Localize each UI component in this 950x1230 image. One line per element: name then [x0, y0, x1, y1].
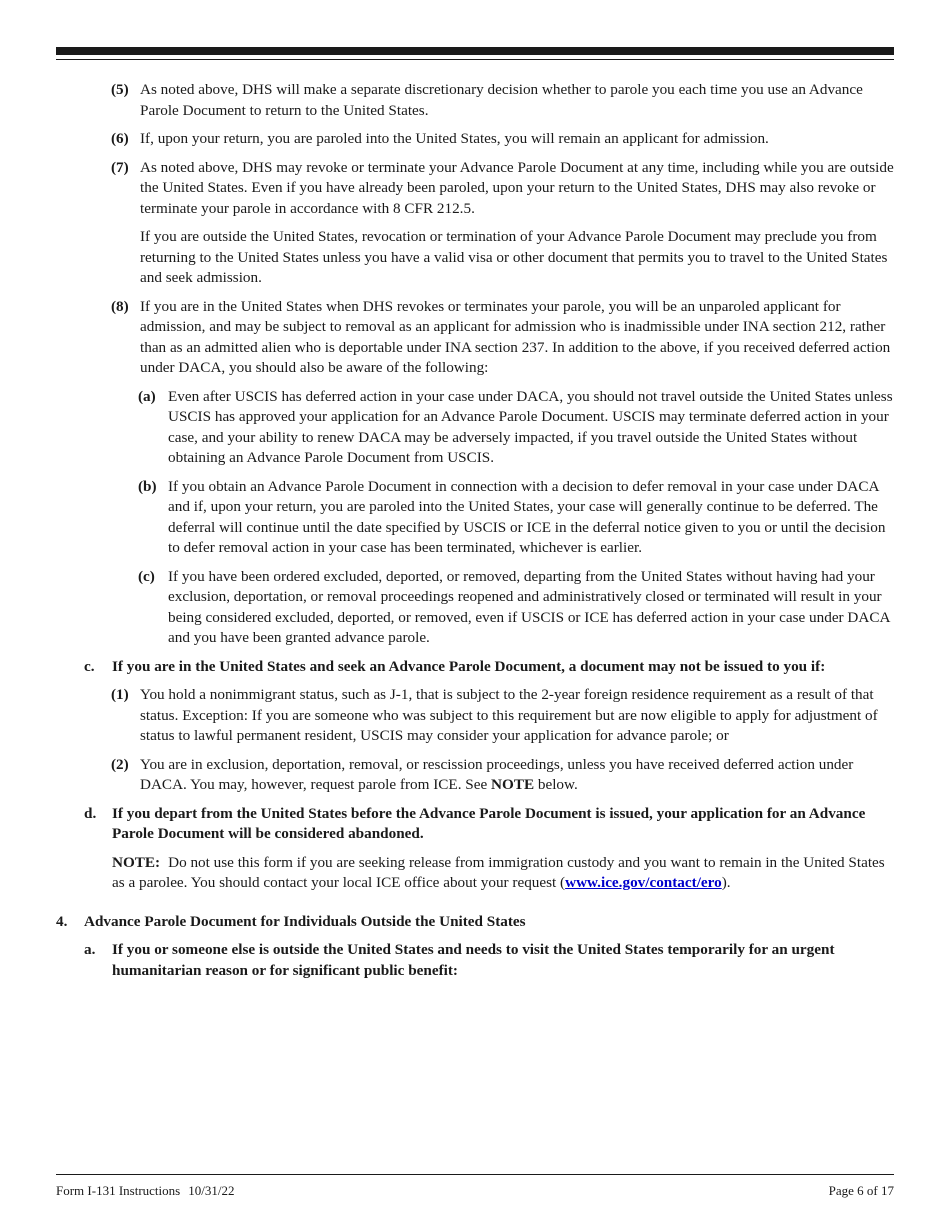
footer-form-name: Form I-131 Instructions	[56, 1183, 181, 1198]
item-8c	[0, 567, 950, 649]
item-text: As noted above, DHS may revoke or terminate your Advance Parole Document at any time, including while you are outside the United States. Even if you have already been paroled, upon your return to the United States, DHS may also revoke or terminate your parole in accordance with 8 CFR 212.5.	[140, 158, 894, 217]
header-thick-rule	[56, 47, 894, 55]
footer-form-info	[56, 1183, 234, 1199]
note-reference: NOTE	[491, 776, 535, 793]
item-6	[0, 129, 950, 150]
item-text: If you have been ordered excluded, deported, or removed, departing from the United States without having had your exclusion, deportation, or removal proceedings reopened and administratively closed or terminated will result in your being considered excluded, deported, or removed, even if USCIS or ICE has deferred action in your case under DACA and you have been granted advance parole.	[168, 567, 890, 646]
item-8b	[0, 477, 950, 559]
item-text: You hold a nonimmigrant status, such as J-1, that is subject to the 2-year foreign residence requirement as a result of that status. Exception: If you are someone who was subject to this requirement but are now eligible to apply for adjustment of status to lawful permanent resident, USCIS may consider your application for advance parole; or	[140, 686, 878, 744]
item-7-continuation: If you are outside the United States, revocation or termination of your Advance Parole Document may preclude you from returning to the United States unless you have a valid visa or other document that permits you to travel to the United States and seek admission.	[140, 228, 888, 286]
item-8a	[0, 387, 950, 469]
item-number: (b)	[138, 477, 157, 495]
footer-date: 10/31/22	[188, 1183, 235, 1198]
footer-page-number: Page 6 of 17	[828, 1183, 894, 1198]
item-text: If you are in the United States when DHS revokes or terminates your parole, you will be an unparoled applicant for admission, and may be subject to removal as an applicant for admission who is inadmissible under INA section 212, rather than as an admitted alien who is deportable under INA section 237. In addition to the above, if you received deferred action under DACA, you should also be aware of the following:	[140, 297, 891, 376]
item-number: (5)	[111, 81, 129, 98]
item-text: If you obtain an Advance Parole Document in connection with a decision to defer removal in your case under DACA and if, upon your return, you are paroled into the United States, your case will generally continue to be deferred. The deferral will continue until the date specified by USCIS or ICE in the deferral notice given to you or until the decision to defer removal action in your case has been terminated, whichever is earlier.	[168, 477, 886, 556]
section-text: If you depart from the United States before the Advance Parole Document is issued, your application for an Advance Parole Document will be considered abandoned.	[112, 804, 866, 842]
footer-rule	[56, 1174, 894, 1175]
item-number: (1)	[111, 686, 129, 703]
note-end: ).	[721, 874, 731, 891]
note-text: Do not use this form if you are seeking release from immigration custody and you want to remain in the United States as a parolee. You should contact your local ICE office about your request (	[112, 853, 885, 891]
section-letter: c.	[84, 657, 95, 675]
item-text-end: below.	[534, 776, 578, 793]
item-text: Even after USCIS has deferred action in your case under DACA, you should not travel outside the United States unless USCIS has approved your application for an Advance Parole Document. USCIS may terminate deferred action in your case, and your ability to renew DACA may be adversely impacted, if you travel outside the United States without obtaining an Advance Parole Document from USCIS.	[168, 387, 893, 466]
page-content	[0, 80, 950, 989]
header-thin-rule	[56, 59, 894, 60]
section-number: 4.	[56, 912, 68, 930]
item-c1	[0, 685, 950, 747]
section-title: Advance Parole Document for Individuals Outside the United States	[84, 912, 526, 930]
section-letter: a.	[84, 941, 96, 958]
item-number: (6)	[111, 130, 129, 147]
item-number: (7)	[111, 158, 129, 176]
ice-contact-link[interactable]: www.ice.gov/contact/ero	[565, 874, 722, 891]
section-letter: d.	[84, 804, 97, 822]
section-text: If you or someone else is outside the United States and needs to visit the United States temporarily for an urgent humanitarian reason or for significant public benefit:	[112, 941, 835, 979]
section-c-heading	[0, 657, 950, 678]
section-4a-heading	[0, 940, 950, 981]
note-label: NOTE:	[112, 853, 161, 871]
item-text: As noted above, DHS will make a separate discretionary decision whether to parole you each time you use an Advance Parole Document to return to the United States.	[140, 81, 863, 119]
item-c2	[0, 755, 950, 796]
item-number: (2)	[111, 755, 129, 773]
item-8	[0, 297, 950, 379]
item-number: (c)	[138, 567, 155, 585]
note-paragraph	[0, 853, 950, 894]
item-number: (8)	[111, 297, 129, 315]
item-number: (a)	[138, 387, 156, 405]
item-text: If, upon your return, you are paroled into the United States, you will remain an applicant for admission.	[140, 130, 769, 147]
section-text: If you are in the United States and seek an Advance Parole Document, a document may not be issued to you if:	[112, 657, 826, 675]
item-5	[0, 80, 950, 121]
item-text-start: You are in exclusion, deportation, removal, or rescission proceedings, unless you have received deferred action under DACA. You may, however, request parole from ICE. See	[140, 755, 854, 793]
item-7	[0, 158, 950, 220]
section-d-heading	[0, 804, 950, 845]
section-4-heading	[0, 912, 950, 933]
